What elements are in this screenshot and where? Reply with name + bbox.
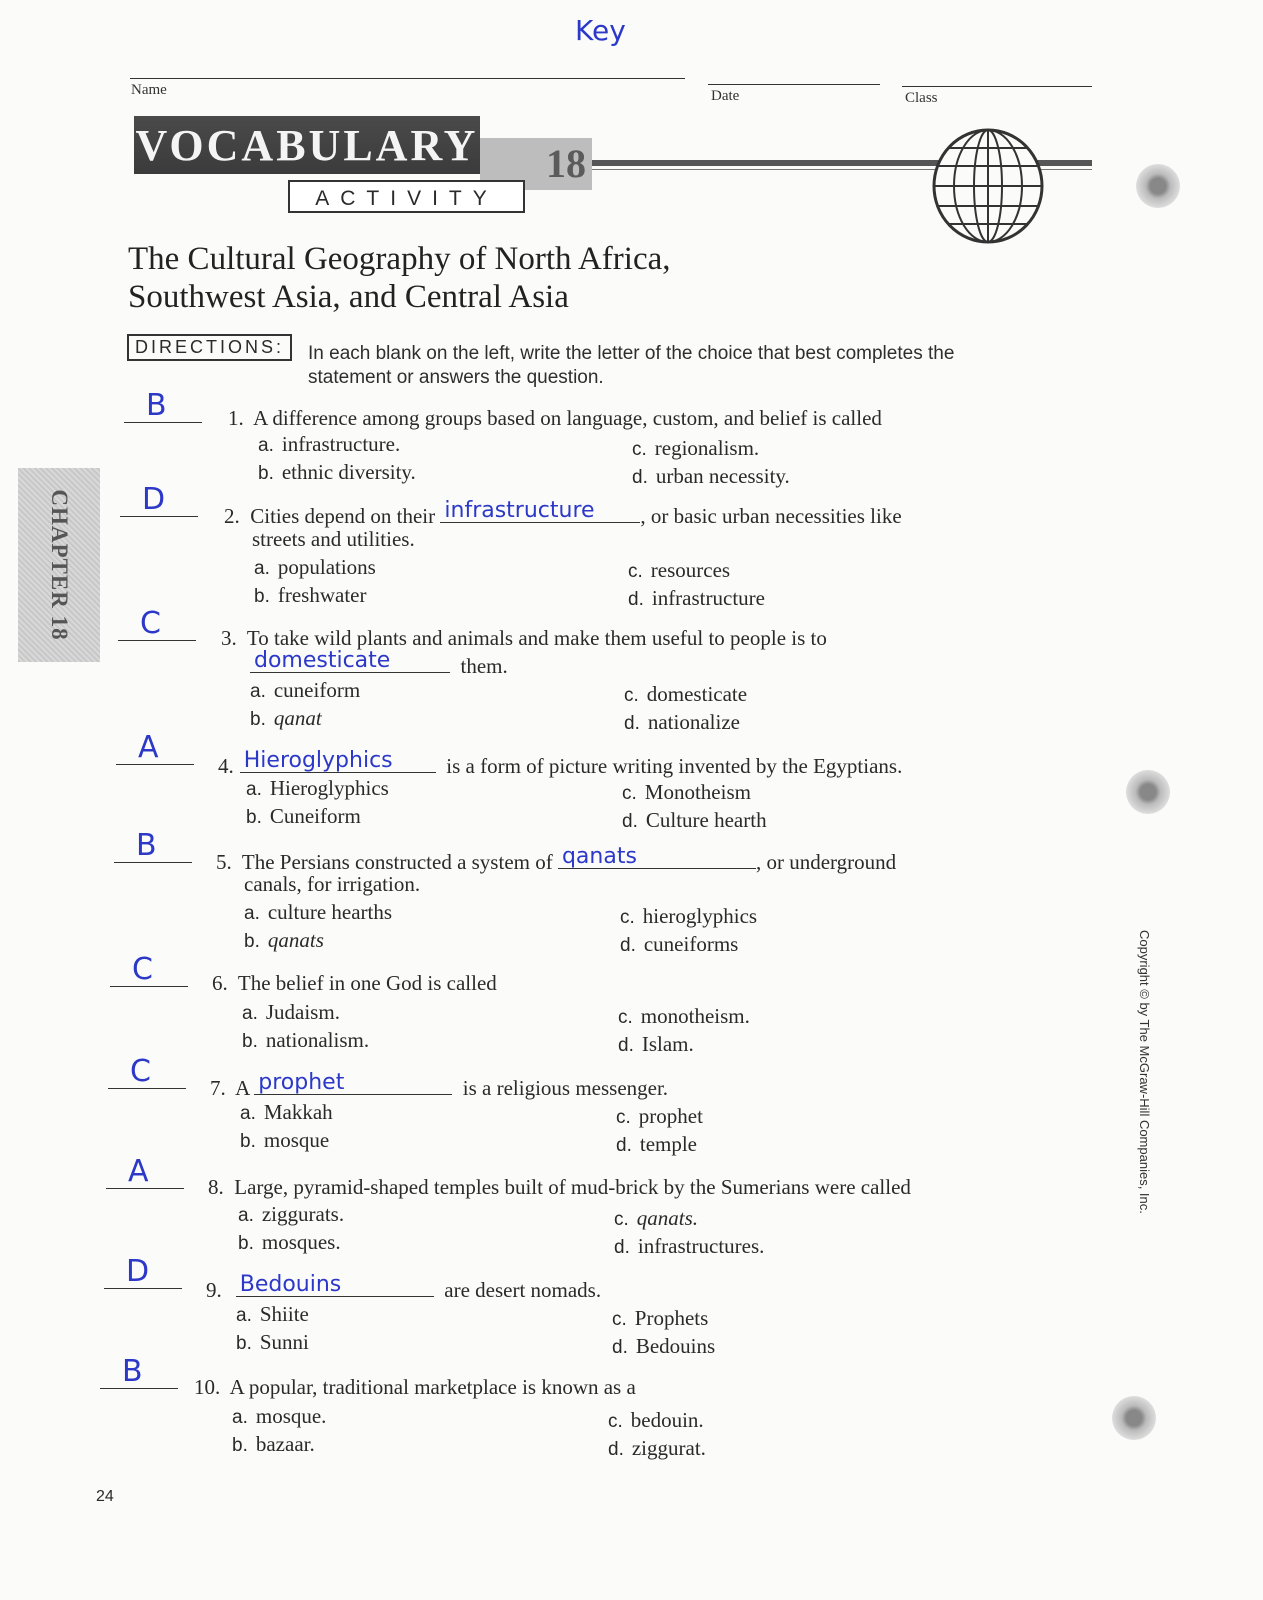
answer-blank[interactable]: C: [110, 956, 188, 987]
option-c: c. Monotheism: [622, 780, 751, 804]
option-d: d. Islam.: [618, 1032, 694, 1056]
option-c: c. qanats.: [614, 1206, 699, 1230]
class-label: Class: [905, 90, 938, 106]
fill-blank[interactable]: Hieroglyphics: [240, 750, 436, 773]
fill-blank[interactable]: domesticate: [250, 650, 450, 673]
binder-hole-icon: [1112, 1396, 1156, 1440]
question-5: 5. The Persians constructed a system of qanats , or underground: [216, 844, 897, 874]
option-b: b. Cuneiform: [246, 804, 361, 828]
fill-blank[interactable]: Bedouins: [236, 1274, 434, 1297]
question-6: 6. The belief in one God is called: [212, 971, 497, 995]
option-b: b. qanat: [250, 706, 322, 730]
option-a: a. cuneiform: [250, 678, 361, 702]
name-line: [130, 78, 685, 79]
option-c: c. bedouin.: [608, 1408, 704, 1432]
option-b: b. freshwater: [254, 583, 367, 607]
option-c: c. regionalism.: [632, 436, 760, 460]
answer-blank[interactable]: B: [124, 392, 202, 423]
option-c: c. hieroglyphics: [620, 904, 758, 928]
answer-blank[interactable]: B: [100, 1358, 178, 1389]
answer-blank[interactable]: A: [106, 1158, 184, 1189]
globe-icon: [928, 124, 1048, 248]
name-label: Name: [131, 82, 167, 98]
option-a: a. culture hearths: [244, 900, 393, 924]
option-b: b. mosques.: [238, 1230, 341, 1254]
page-number: 24: [96, 1488, 114, 1505]
binder-hole-icon: [1126, 770, 1170, 814]
option-c: c. monotheism.: [618, 1004, 750, 1028]
question-10: 10. A popular, traditional marketplace is known as a: [194, 1375, 636, 1399]
option-b: b. bazaar.: [232, 1432, 315, 1456]
answer-blank[interactable]: B: [114, 832, 192, 863]
option-d: d. urban necessity.: [632, 464, 790, 488]
question-1: 1. A difference among groups based on language, custom, and belief is called: [228, 406, 882, 430]
option-c: c. resources: [628, 558, 731, 582]
option-b: b. Sunni: [236, 1330, 309, 1354]
fill-blank[interactable]: qanats: [558, 846, 756, 869]
option-a: a. Hieroglyphics: [246, 776, 389, 800]
question-8: 8. Large, pyramid-shaped temples built of mud-brick by the Sumerians were called: [208, 1175, 911, 1199]
date-line: [708, 84, 880, 85]
option-d: d. infrastructures.: [614, 1234, 765, 1258]
directions-label: DIRECTIONS:: [127, 334, 292, 361]
vocabulary-banner: VOCABULARY: [134, 116, 480, 174]
question-3: 3. To take wild plants and animals and make them useful to people is to: [221, 626, 827, 650]
date-label: Date: [711, 88, 740, 104]
option-a: a. Shiite: [236, 1302, 309, 1326]
question-7: 7. A prophet is a religious messenger.: [210, 1070, 669, 1100]
chapter-side-tab: CHAPTER 18: [18, 468, 100, 662]
option-b: b. mosque: [240, 1128, 330, 1152]
question-5-line2: canals, for irrigation.: [244, 872, 421, 896]
page-title: The Cultural Geography of North Africa, Southwest Asia, and Central Asia: [128, 241, 671, 315]
answer-blank[interactable]: A: [116, 734, 194, 765]
question-4: 4. Hieroglyphics is a form of picture writing invented by the Egyptians.: [218, 748, 903, 778]
question-2-line2: streets and utilities.: [252, 527, 415, 551]
directions-text: In each blank on the left, write the letter of the choice that best completes the statement or answers the question.: [308, 343, 955, 388]
activity-box: ACTIVITY: [288, 180, 525, 213]
option-d: d. nationalize: [624, 710, 740, 734]
key-annotation: Key: [575, 14, 626, 47]
option-b: b. qanats: [244, 928, 324, 952]
question-9: 9. Bedouins are desert nomads.: [206, 1272, 602, 1302]
option-b: b. ethnic diversity.: [258, 460, 416, 484]
answer-blank[interactable]: C: [108, 1058, 186, 1089]
option-d: d. Bedouins: [612, 1334, 716, 1358]
option-d: d. temple: [616, 1132, 698, 1156]
option-c: c. domesticate: [624, 682, 748, 706]
option-a: a. Makkah: [240, 1100, 333, 1124]
option-a: a. mosque.: [232, 1404, 327, 1428]
option-a: a. ziggurats.: [238, 1202, 345, 1226]
fill-blank[interactable]: infrastructure: [440, 500, 640, 523]
option-d: d. ziggurat.: [608, 1436, 706, 1460]
option-c: c. prophet: [616, 1104, 703, 1128]
answer-blank[interactable]: D: [120, 486, 198, 517]
class-line: [902, 86, 1092, 87]
question-2: 2. Cities depend on their infrastructure , or basic urban necessities like: [224, 498, 902, 528]
option-d: d. infrastructure: [628, 586, 765, 610]
fill-blank[interactable]: prophet: [254, 1072, 452, 1095]
option-c: c. Prophets: [612, 1306, 709, 1330]
option-b: b. nationalism.: [242, 1028, 370, 1052]
option-a: a. Judaism.: [242, 1000, 340, 1024]
option-a: a. populations: [254, 555, 376, 579]
chapter-number-box: 18: [480, 138, 592, 190]
answer-blank[interactable]: D: [104, 1258, 182, 1289]
option-d: d. Culture hearth: [622, 808, 767, 832]
option-d: d. cuneiforms: [620, 932, 739, 956]
binder-hole-icon: [1136, 164, 1180, 208]
question-3-line2: domesticate them.: [250, 650, 508, 679]
answer-blank[interactable]: C: [118, 610, 196, 641]
option-a: a. infrastructure.: [258, 432, 401, 456]
copyright-notice: Copyright © by The McGraw-Hill Companies, Inc.: [1137, 930, 1152, 1214]
